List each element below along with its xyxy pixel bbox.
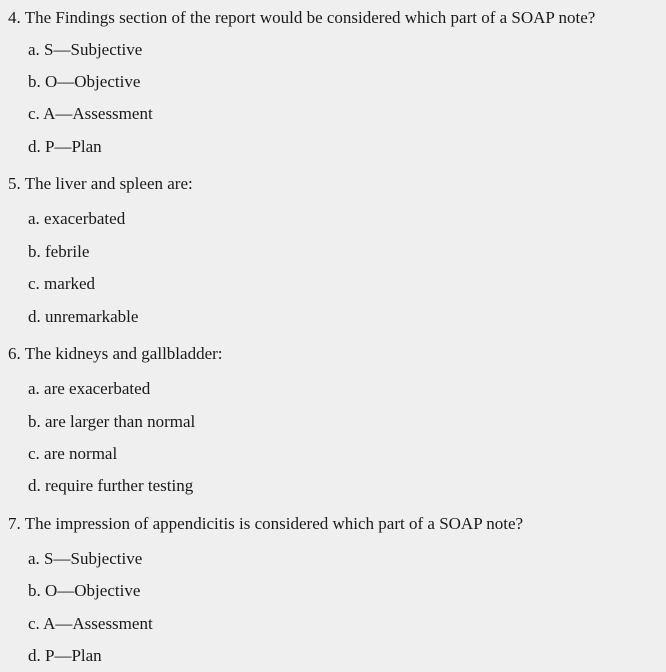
question-6-option-a: a. are exacerbated bbox=[28, 379, 151, 398]
question-7-option-d: d. P—Plan bbox=[28, 646, 102, 665]
question-5-option-b: b. febrile bbox=[28, 242, 90, 261]
question-5-option-a: a. exacerbated bbox=[28, 209, 126, 228]
question-6: 6. The kidneys and gallbladder: bbox=[8, 344, 223, 363]
question-5: 5. The liver and spleen are: bbox=[8, 174, 193, 193]
question-7-option-c: c. A—Assessment bbox=[28, 614, 153, 633]
question-5-option-d: d. unremarkable bbox=[28, 307, 139, 326]
question-4-option-c: c. A—Assessment bbox=[28, 104, 153, 123]
question-6-option-b: b. are larger than normal bbox=[28, 412, 196, 431]
question-6-option-d: d. require further testing bbox=[28, 476, 194, 495]
question-5-option-c: c. marked bbox=[28, 274, 96, 293]
question-7-option-b: b. O—Objective bbox=[28, 581, 141, 600]
question-7: 7. The impression of appendicitis is considered which part of a SOAP note? bbox=[8, 514, 524, 533]
question-4-option-d: d. P—Plan bbox=[28, 137, 102, 156]
question-4: 4. The Findings section of the report would be considered which part of a SOAP note? bbox=[8, 8, 596, 27]
question-6-option-c: c. are normal bbox=[28, 444, 118, 463]
question-7-option-a: a. S—Subjective bbox=[28, 549, 143, 568]
question-4-option-b: b. O—Objective bbox=[28, 72, 141, 91]
question-4-option-a: a. S—Subjective bbox=[28, 40, 143, 59]
